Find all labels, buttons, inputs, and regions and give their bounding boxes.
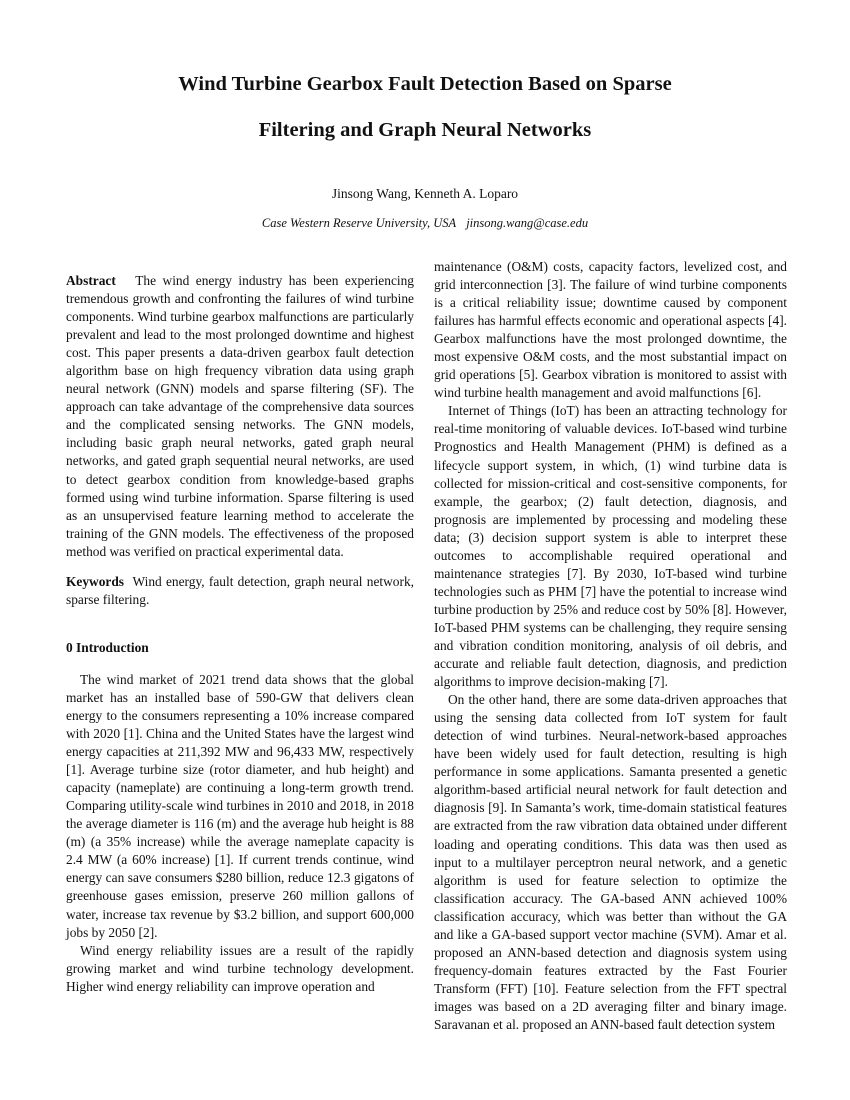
intro-paragraph-1: The wind market of 2021 trend data shows that the global market has an installed base of 590-GW that delivers clean energy to the consumers representing a 10% increase compared with 2020 [1]. China and the United States have the largest wind energy capacities at 211,392 MW and 96,433 MW, respectively [1]. Average turbine size (rotor diameter, and hub height) and capacity (nameplate) are continuing a long-term growth trend. Comparing utility-scale wind turbines in 2010 and 2018, in 2018 the average diameter is 116 (m) and the average hub height is 88 (m) (a 35% increase) while the average nameplate capacity is 2.4 MW (a 60% increase) [1]. If current trends continue, wind energy can save consumers $280 billion, reduce 12.3 gigatons of greenhouse gases emission, preserve 260 million gallons of water, increase tax revenue by $3.2 billion, and support 600,000 jobs by 2050 [2].	[66, 671, 414, 940]
section-heading-introduction: 0 Introduction	[66, 639, 149, 655]
author-email: jinsong.wang@case.edu	[466, 216, 589, 230]
paper-title-line-2: Filtering and Graph Neural Networks	[258, 119, 592, 141]
keywords	[66, 573, 414, 609]
abstract-text: The wind energy industry has been experiencing tremendous growth and confronting the failures of wind turbine components. Wind turbine gearbox malfunctions are particularly prevalent and lead to the most prolonged downtime and highest cost. This paper presents a data-driven gearbox fault detection algorithm base on high frequency vibration data using graph neural network (GNN) models and sparse filtering (SF). The approach can take advantage of the comprehensive data sources and the complicated sensing networks. The GNN models, including basic graph neural networks, gated graph neural networks, and gated graph sequential neural networks, are used to detect gearbox condition from knowledge-based graphs formed using wind turbine information. Sparse filtering is used as an unsupervised feature learning method to accelerate the training of the GNN models. The effectiveness of the proposed method was verified on practical experimental data.	[66, 273, 415, 559]
authors: Jinsong Wang, Kenneth A. Loparo	[331, 186, 519, 201]
affiliation: Case Western Reserve University, USA	[261, 216, 457, 230]
paper-title-line-1: Wind Turbine Gearbox Fault Detection Based on Sparse	[178, 73, 672, 95]
right-paragraph-3: On the other hand, there are some data-driven approaches that using the sensing data collected from IoT system for fault detection of wind turbines. Neural-network-based approaches have been widely used for fault detection, resulting is high performance in some applications. Samanta presented a genetic algorithm-based artificial neural network for fault detection and diagnosis [9]. In Samanta’s work, time-domain statistical features are extracted from the raw vibration data obtained under different loading and operating conditions. This data was then used as input to a multilayer perceptron neural network, and a genetic algorithm is used for feature selection to optimize the classification accuracy. The GA-based ANN achieved 100% classification accuracy, which was better than without the GA and like a GA-based support vector machine (SVM). Amar et al. proposed an ANN-based detection and diagnosis system using frequency-domain features extracted by the Fast Fourier Transform (FFT) [10]. Feature selection from the FFT spectral images was based on a 2D averaging filter and binary image. Saravanan et al. proposed an ANN-based fault detection system	[434, 692, 787, 1032]
abstract	[66, 272, 414, 561]
left-column	[66, 272, 414, 996]
intro-paragraph-2: Wind energy reliability issues are a result of the rapidly growing market and wind turbine technology development. Higher wind energy reliability can improve operation and	[66, 942, 414, 994]
keywords-label: Keywords	[66, 573, 125, 589]
abstract-label: Abstract	[66, 273, 116, 288]
affiliation-line	[60, 216, 790, 231]
right-column	[434, 258, 787, 1034]
keywords-text: Wind energy, fault detection, graph neural network, sparse filtering.	[66, 573, 414, 607]
right-paragraph-2: Internet of Things (IoT) has been an attracting technology for real-time monitoring of valuable devices. IoT-based wind turbine Prognostics and Health Management (PHM) is defined as a lifecycle support system, in which, (1) wind turbine data is collected for mission-critical and cost-sensitive components, for example, the gearbox; (2) fault detection, diagnosis, and prognosis are implemented by processing and modeling these data; (3) decision support system is able to interpret these outcomes to accomplishable required operational and maintenance strategies [7]. By 2030, IoT-based wind turbine technologies such as PHM [7] have the potential to increase wind turbine production by 25% and reduce cost by 50% [8]. However, IoT-based PHM systems can be challenging, they require sensing and vibration condition monitoring, analysis of oil debris, and accurate and reliable fault detection, diagnosis, and prediction algorithms to improve decision-making [7].	[434, 403, 787, 690]
right-paragraph-1: maintenance (O&M) costs, capacity factors, levelized cost, and grid interconnection [3]. The failure of wind turbine components is a critical reliability issue; downtime caused by component failures has harmful effects economic and operational aspects [4]. Gearbox malfunctions have the most prolonged downtime, the most expensive O&M costs, and the most substantial impact on grid operations [5]. Gearbox vibration is monitored to assist with wind turbine health management and avoid malfunctions [6].	[434, 259, 787, 401]
